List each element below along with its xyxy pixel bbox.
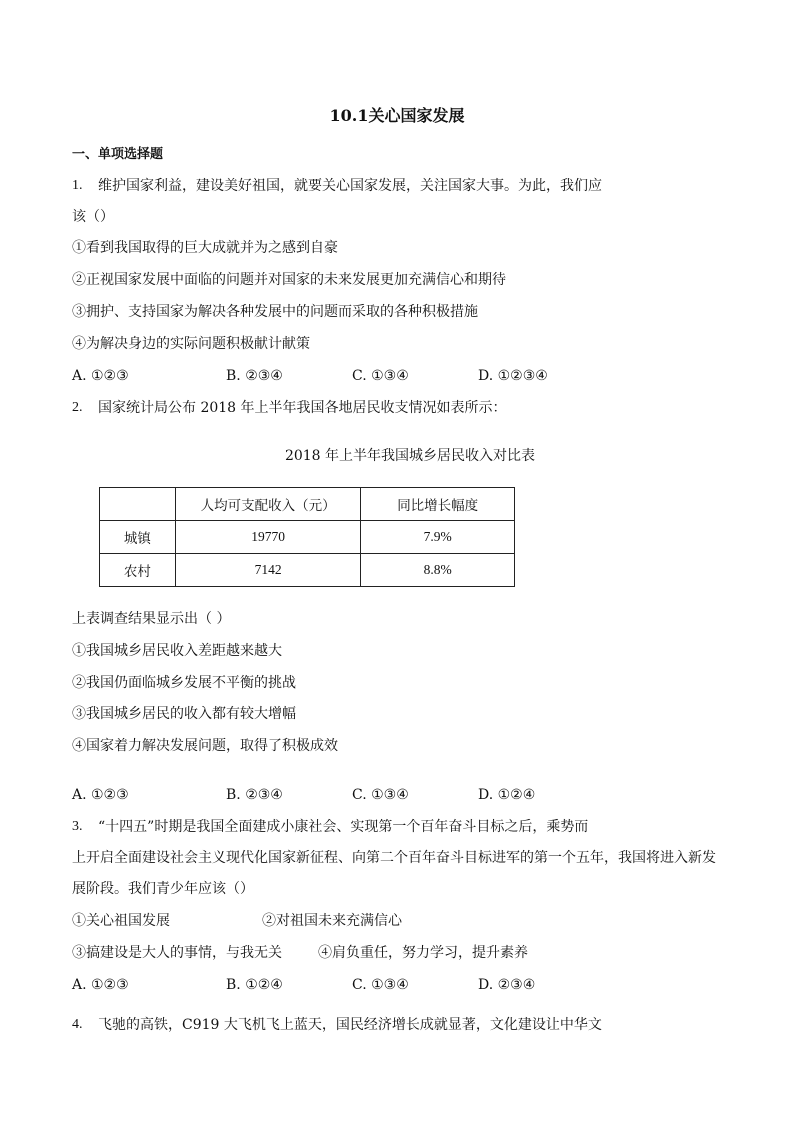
answer-option-c[interactable]: C. ①③④ bbox=[352, 787, 409, 803]
answer-option-b[interactable]: B. ①②④ bbox=[226, 977, 283, 993]
table-row bbox=[100, 554, 515, 587]
statement-item: ④为解决身边的实际问题积极献计献策 bbox=[72, 336, 310, 352]
answer-option-d[interactable]: D. ①②④ bbox=[478, 787, 536, 803]
answer-option-c[interactable]: C. ①③④ bbox=[352, 368, 409, 384]
question-number: 3. bbox=[72, 819, 83, 834]
table-header-cell bbox=[100, 488, 176, 521]
answer-option-a[interactable]: A. ①②③ bbox=[72, 787, 129, 803]
table-cell: 7142 bbox=[175, 554, 361, 587]
table-caption: 2018 年上半年我国城乡居民收入对比表 bbox=[284, 448, 536, 464]
table-cell: 城镇 bbox=[100, 521, 176, 554]
answer-option-c[interactable]: C. ①③④ bbox=[352, 977, 409, 993]
statement-item: ③拥护、支持国家为解决各种发展中的问题而采取的各种积极措施 bbox=[72, 304, 478, 320]
answer-option-a[interactable]: A. ①②③ bbox=[72, 368, 129, 384]
statement-item: ③我国城乡居民的收入都有较大增幅 bbox=[72, 706, 296, 722]
table-cell: 8.8% bbox=[361, 554, 515, 587]
answer-option-b[interactable]: B. ②③④ bbox=[226, 368, 283, 384]
section-heading: 一、单项选择题 bbox=[72, 147, 164, 162]
question-number: 1. bbox=[72, 178, 83, 193]
page-title: 10.1关心国家发展 bbox=[329, 106, 465, 125]
question-text: 维护国家利益，建设美好祖国，就要关心国家发展，关注国家大事。为此，我们应 bbox=[98, 178, 602, 194]
question-text: 该（） bbox=[72, 209, 114, 225]
question-text: 展阶段。我们青少年应该（） bbox=[72, 881, 254, 897]
statement-item: ②对祖国未来充满信心 bbox=[262, 913, 402, 929]
table-header-cell: 人均可支配收入（元） bbox=[175, 488, 361, 521]
statement-item: ④肩负重任，努力学习，提升素养 bbox=[318, 945, 528, 961]
question-number: 4. bbox=[72, 1017, 83, 1032]
answer-option-b[interactable]: B. ②③④ bbox=[226, 787, 283, 803]
answer-option-d[interactable]: D. ①②③④ bbox=[478, 368, 548, 384]
statement-item: ③搞建设是大人的事情，与我无关 bbox=[72, 945, 282, 961]
statement-item: ④国家着力解决发展问题，取得了积极成效 bbox=[72, 738, 338, 754]
table-cell: 19770 bbox=[175, 521, 361, 554]
income-table bbox=[99, 487, 515, 587]
answer-option-a[interactable]: A. ①②③ bbox=[72, 977, 129, 993]
question-stem: 上表调查结果显示出（ ） bbox=[72, 611, 231, 627]
table-cell: 7.9% bbox=[361, 521, 515, 554]
answer-option-d[interactable]: D. ②③④ bbox=[478, 977, 536, 993]
question-text: “十四五”时期是我国全面建成小康社会、实现第一个百年奋斗目标之后，乘势而 bbox=[98, 819, 589, 835]
statement-item: ①关心祖国发展 bbox=[72, 913, 170, 929]
statement-item: ②正视国家发展中面临的问题并对国家的未来发展更加充满信心和期待 bbox=[72, 272, 506, 288]
statement-item: ①我国城乡居民收入差距越来越大 bbox=[72, 643, 282, 659]
table-header-cell: 同比增长幅度 bbox=[361, 488, 515, 521]
statement-item: ①看到我国取得的巨大成就并为之感到自豪 bbox=[72, 240, 338, 256]
question-number: 2. bbox=[72, 400, 83, 415]
question-text: 国家统计局公布 2018 年上半年我国各地居民收支情况如表所示： bbox=[98, 400, 507, 416]
question-text: 上开启全面建设社会主义现代化国家新征程、向第二个百年奋斗目标进军的第一个五年，我国将进入新发 bbox=[72, 850, 716, 866]
question-text: 飞驰的高铁，C919 大飞机飞上蓝天，国民经济增长成就显著，文化建设让中华文 bbox=[98, 1017, 602, 1033]
table-row bbox=[100, 521, 515, 554]
table-cell: 农村 bbox=[100, 554, 176, 587]
statement-item: ②我国仍面临城乡发展不平衡的挑战 bbox=[72, 675, 296, 691]
table-header-row bbox=[100, 488, 515, 521]
